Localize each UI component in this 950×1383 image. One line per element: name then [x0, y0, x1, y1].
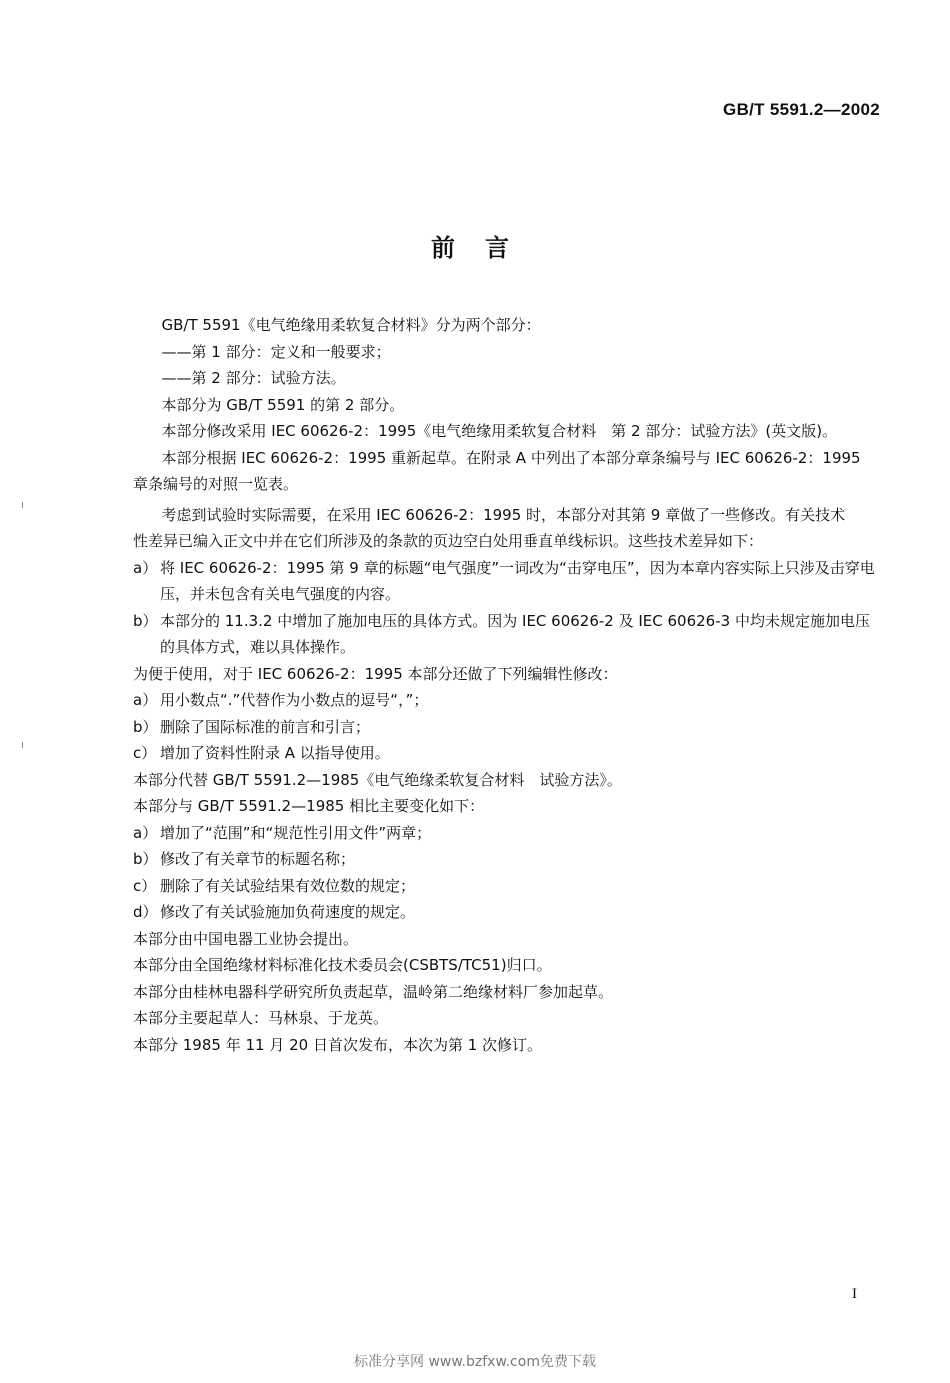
page-title: 前言	[431, 234, 539, 262]
foreword-body	[133, 312, 883, 1058]
text-line: 本部分由中国电器工业协会提出。	[133, 929, 359, 948]
page-number: I	[852, 1286, 857, 1302]
list-text: 删除了国际标准的前言和引言；	[160, 717, 371, 736]
list-marker: a）	[133, 823, 158, 842]
list-text: 将 IEC 60626-2：1995 第 9 章的标题“电气强度”一词改为“击穿电压”，因为本章内容实际上只涉及击穿电压，并未包含有关电气强度的内容。	[160, 558, 875, 603]
list-marker: a）	[133, 558, 158, 577]
list-text: 修改了有关试验施加负荷速度的规定。	[160, 903, 416, 921]
list-text: 修改了有关章节的标题名称；	[160, 850, 356, 868]
text-line: 考虑到试验时实际需要，在采用 IEC 60626-2：1995 时，本部分对其第 9 章做了一些修改。有关技术	[161, 505, 846, 524]
margin-mark	[22, 502, 23, 508]
list-item	[133, 608, 883, 661]
list-text: 用小数点“.”代替作为小数点的逗号“，”；	[160, 691, 429, 709]
text-line: 本部分主要起草人：马林泉、于龙英。	[133, 1009, 389, 1027]
list-marker: b）	[133, 850, 158, 868]
text-line: GB/T 5591《电气绝缘用柔软复合材料》分为两个部分：	[161, 316, 541, 334]
list-marker: c）	[133, 744, 157, 762]
list-item	[133, 899, 883, 926]
text-line: 本部分根据 IEC 60626-2：1995 重新起草。在附录 A 中列出了本部分章条编号与 IEC 60626-2：1995	[161, 448, 861, 467]
list-item	[133, 740, 883, 767]
list-text: 删除了有关试验结果有效位数的规定；	[160, 876, 416, 895]
list-marker: b）	[133, 717, 158, 736]
list-item	[133, 846, 883, 873]
text-line: ——第 1 部分：定义和一般要求；	[161, 342, 391, 361]
footer-watermark: 标准分享网 www.bzfxw.com免费下载	[354, 1354, 596, 1370]
list-marker: b）	[133, 611, 158, 630]
text-line: 本部分由全国绝缘材料标准化技术委员会(CSBTS/TC51)归口。	[133, 956, 552, 974]
list-item	[133, 820, 883, 847]
list-text: 增加了资料性附录 A 以指导使用。	[160, 744, 390, 762]
text-line: 本部分与 GB/T 5591.2—1985 相比主要变化如下：	[133, 797, 485, 815]
text-line: 本部分为 GB/T 5591 的第 2 部分。	[161, 395, 405, 414]
list-item	[133, 555, 883, 608]
text-line: 章条编号的对照一览表。	[133, 475, 299, 493]
list-item	[133, 873, 883, 900]
list-marker: c）	[133, 876, 157, 895]
text-line: 本部分代替 GB/T 5591.2—1985《电气绝缘柔软复合材料 试验方法》。	[133, 770, 622, 789]
text-line: 本部分修改采用 IEC 60626-2：1995《电气绝缘用柔软复合材料 第 2 部分：试验方法》(英文版)。	[161, 422, 838, 440]
text-line: 本部分由桂林电器科学研究所负责起草，温岭第二绝缘材料厂参加起草。	[133, 982, 614, 1001]
list-marker: a）	[133, 691, 158, 709]
list-item	[133, 714, 883, 741]
text-line: 为便于使用，对于 IEC 60626-2：1995 本部分还做了下列编辑性修改：	[133, 664, 618, 683]
list-text: 本部分的 11.3.2 中增加了施加电压的具体方式。因为 IEC 60626-2 及 IEC 60626-3 中均未规定施加电压的具体方式，难以具体操作。	[160, 611, 870, 656]
list-item	[133, 687, 883, 714]
text-line: 本部分 1985 年 11 月 20 日首次发布，本次为第 1 次修订。	[133, 1035, 543, 1054]
text-line: ——第 2 部分：试验方法。	[161, 369, 346, 387]
list-text: 增加了“范围”和“规范性引用文件”两章；	[160, 823, 432, 842]
text-line: 性差异已编入正文中并在它们所涉及的条款的页边空白处用垂直单线标识。这些技术差异如下：	[133, 532, 764, 550]
standard-code: GB/T 5591.2—2002	[723, 100, 880, 119]
list-marker: d）	[133, 903, 158, 921]
margin-mark	[22, 742, 23, 748]
